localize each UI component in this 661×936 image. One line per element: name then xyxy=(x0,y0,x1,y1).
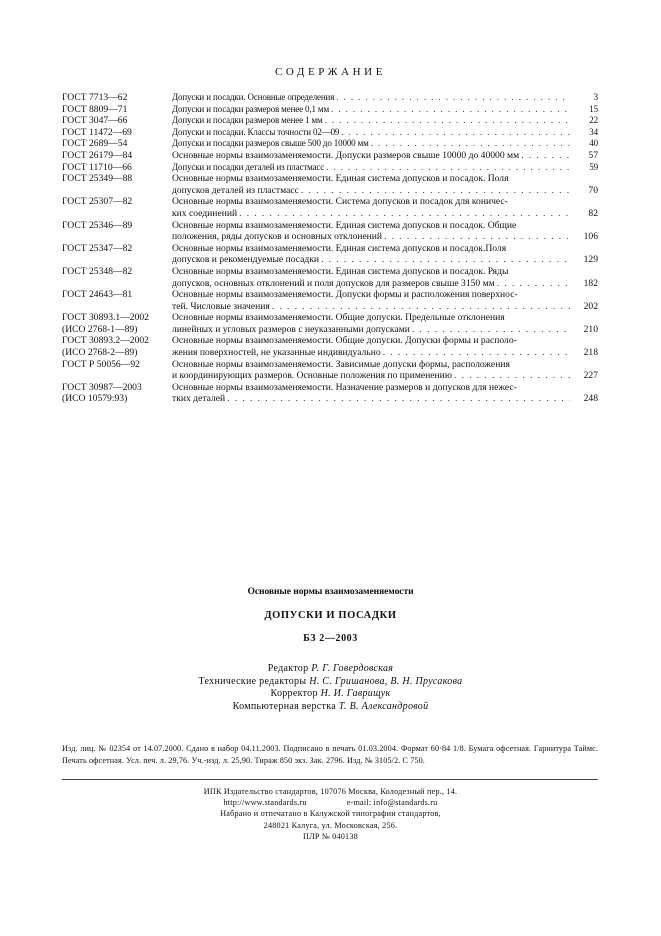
toc-entry-code xyxy=(62,382,172,405)
toc-title-line: Допуски и посадки. Классы точности 02—09 xyxy=(172,126,340,137)
dot-leader xyxy=(272,301,570,313)
dot-leader xyxy=(371,138,570,150)
toc-entry xyxy=(62,173,598,196)
toc-entry-title xyxy=(172,115,598,127)
document-title: ДОПУСКИ И ПОСАДКИ xyxy=(264,610,397,621)
toc-entry-title xyxy=(172,359,598,382)
credit-line xyxy=(0,701,661,714)
toc-page-number: 210 xyxy=(583,323,598,335)
iso-reference: (ИСО 2768-2—89) xyxy=(62,347,138,359)
toc-title-line: Основные нормы взаимозаменяемости. Назначение размеров и допусков для нежес- xyxy=(172,381,517,393)
toc-entry xyxy=(62,220,598,243)
standard-number: ГОСТ 26179—84 xyxy=(62,149,133,161)
credits-block xyxy=(0,663,661,713)
dot-leader xyxy=(325,115,570,127)
standard-number: ГОСТ 25347—82 xyxy=(62,242,133,254)
toc-entry-code xyxy=(62,312,172,335)
toc-entry-code xyxy=(62,115,172,127)
credit-names: Т. В. Александровой xyxy=(338,700,429,712)
toc-entry xyxy=(62,312,598,335)
toc-entry-title xyxy=(172,266,598,289)
standards-series: Основные нормы взаимозаменяемости xyxy=(247,586,414,597)
toc-title-line: допусков, основных отклонений и поля допусков для размеров свыше 3150 мм xyxy=(172,277,495,289)
toc-entry-title xyxy=(172,312,598,335)
toc-title-line: Основные нормы взаимозаменяемости. Единая система допусков и посадок. Ряды xyxy=(172,265,509,277)
iso-reference: (ИСО 10579:93) xyxy=(62,393,128,405)
standard-number: ГОСТ 24643—81 xyxy=(62,289,133,301)
toc-page-number: 129 xyxy=(583,254,598,266)
publisher-email: e-mail: info@standards.ru xyxy=(346,798,438,808)
publisher-block xyxy=(0,786,661,842)
credit-line xyxy=(0,676,661,689)
standard-number: ГОСТ 25348—82 xyxy=(62,265,133,277)
toc-title-line: жения поверхностей, не указанные индивидуально xyxy=(172,347,381,359)
dot-leader xyxy=(331,104,570,116)
toc-entry-code xyxy=(62,359,172,382)
toc-page-number: 57 xyxy=(588,149,598,161)
toc-title-line: Допуски и посадки размеров свыше 500 до 10000 мм xyxy=(172,138,369,149)
credit-names: Н. И. Гаврищук xyxy=(320,688,391,699)
toc-entry-title xyxy=(172,127,598,139)
toc-entry-title xyxy=(172,220,598,243)
toc-entry xyxy=(62,92,598,104)
toc-entry-title xyxy=(172,289,598,312)
toc-entry-title xyxy=(172,382,598,405)
credit-names: Н. С. Гришанова, В. Н. Прусакова xyxy=(309,675,463,687)
standard-number: ГОСТ 11710—66 xyxy=(62,161,132,173)
toc-entry-title xyxy=(172,162,598,174)
toc-page-number: 82 xyxy=(588,207,598,219)
toc-entry xyxy=(62,359,598,382)
toc-entry-code xyxy=(62,127,172,139)
toc-page-number: 3 xyxy=(593,92,598,102)
dot-leader xyxy=(239,208,570,220)
standard-number: ГОСТ 7713—62 xyxy=(62,92,128,103)
dot-leader xyxy=(301,185,570,197)
credit-line xyxy=(0,663,661,676)
toc-entry xyxy=(62,162,598,174)
dot-leader xyxy=(321,254,570,266)
toc-entry-code xyxy=(62,289,172,312)
toc-title-line: Основные нормы взаимозаменяемости. Единая система допусков и посадок. Поля xyxy=(172,173,509,185)
dot-leader xyxy=(227,393,570,405)
toc-page-number: 182 xyxy=(583,277,598,289)
toc-entry-code xyxy=(62,162,172,174)
toc-title-line: Допуски и посадки размеров менее 1 мм xyxy=(172,115,323,126)
table-of-contents xyxy=(62,92,598,405)
dot-leader xyxy=(454,370,570,382)
dot-leader xyxy=(497,278,570,290)
toc-page-number: 227 xyxy=(583,370,598,382)
toc-entry-code xyxy=(62,335,172,358)
toc-entry-code xyxy=(62,150,172,162)
credit-names: Р. Г. Говердовская xyxy=(311,663,394,674)
toc-entry xyxy=(62,115,598,127)
toc-title-line: Основные нормы взаимозаменяемости. Допуски размеров свыше 10000 до 40000 мм xyxy=(172,149,520,161)
toc-entry-code xyxy=(62,196,172,219)
standard-number: ГОСТ 30893.2—2002 xyxy=(62,335,149,347)
toc-title-line: и координирующих размеров. Основные положения по применению xyxy=(172,370,452,382)
toc-entry-title xyxy=(172,335,598,358)
toc-title-line: допусков деталей из пластмасс xyxy=(172,184,299,196)
credit-role: Технические редакторы xyxy=(198,675,307,687)
toc-entry-title xyxy=(172,104,598,116)
toc-entry xyxy=(62,243,598,266)
toc-entry xyxy=(62,196,598,219)
toc-entry-code xyxy=(62,92,172,104)
toc-page-number: 59 xyxy=(589,161,598,172)
credit-line xyxy=(0,688,661,701)
dot-leader xyxy=(384,231,570,243)
toc-page-number: 202 xyxy=(583,300,598,312)
toc-entry-code xyxy=(62,266,172,289)
standard-number: ГОСТ 25346—89 xyxy=(62,219,133,231)
credit-role: Компьютерная верстка xyxy=(232,700,336,712)
toc-title-line: Основные нормы взаимозаменяемости. Допуски формы и расположения поверхнос- xyxy=(172,289,518,301)
credit-role: Редактор xyxy=(267,663,309,674)
toc-page-number: 70 xyxy=(588,184,598,196)
toc-entry xyxy=(62,382,598,405)
standard-number: ГОСТ 25349—88 xyxy=(62,173,133,185)
contents-heading: СОДЕРЖАНИЕ xyxy=(274,66,387,78)
toc-title-line: ких соединений xyxy=(172,207,238,219)
toc-entry-title xyxy=(172,173,598,196)
toc-title-line: допусков и рекомендуемые посадки xyxy=(172,254,320,266)
publisher-website: http://www.standards.ru xyxy=(223,798,307,808)
toc-page-number: 22 xyxy=(589,115,598,126)
standard-number: ГОСТ 2689—54 xyxy=(62,138,128,150)
toc-title-line: Основные нормы взаимозаменяемости. Единая система допусков и посадок. Общие xyxy=(172,219,517,231)
standard-number: ГОСТ Р 50056—92 xyxy=(62,358,140,370)
toc-entry-code xyxy=(62,173,172,196)
toc-page-number: 218 xyxy=(583,347,598,359)
toc-entry xyxy=(62,289,598,312)
toc-entry xyxy=(62,150,598,162)
toc-title-line: Основные нормы взаимозаменяемости. Зависимые допуски формы, расположения xyxy=(172,358,510,370)
toc-entry-code xyxy=(62,243,172,266)
toc-title-line: тких деталей xyxy=(172,393,226,405)
toc-page-number: 34 xyxy=(589,126,598,137)
toc-title-line: Допуски и посадки размеров менее 0,1 мм xyxy=(172,103,330,114)
toc-entry xyxy=(62,104,598,116)
toc-entry-code xyxy=(62,104,172,116)
standard-number: ГОСТ 11472—69 xyxy=(62,126,132,138)
toc-title-line: Основные нормы взаимозаменяемости. Общие допуски. Предельные отклонения xyxy=(172,312,505,324)
toc-entry-code xyxy=(62,220,172,243)
toc-title-line: Основные нормы взаимозаменяемости. Общие допуски. Допуски формы и располо- xyxy=(172,335,517,347)
printer-address: 248021 Калуга, ул. Московская, 256. xyxy=(263,820,398,830)
standard-number: ГОСТ 3047—66 xyxy=(62,115,128,127)
imprint-text: Изд. лиц. № 02354 от 14.07.2000. Сдано в набор 04.11.2003. Подписано в печать 01.03.2004. Формат 60·84 1/8. Бумага офсетная. Гарнитура Таймс. Печать офсетная. Усл. печ. л. 29,76. Уч.-изд. л. 25,90. Тираж 850 экз. Зак. 2796. Изд. № 3105/2. С 750. xyxy=(62,744,598,765)
toc-title-line: Допуски и посадки. Основные определения xyxy=(172,92,335,102)
publisher-address: ИПК Издательство стандартов, 107076 Москва, Колодезный пер., 14. xyxy=(203,787,458,796)
document-code: БЗ 2—2003 xyxy=(303,633,358,644)
license-number: ПЛР № 040138 xyxy=(303,831,358,841)
toc-page-number: 40 xyxy=(589,138,598,149)
standard-number: ГОСТ 30987—2003 xyxy=(62,381,142,393)
standard-number: ГОСТ 25307—82 xyxy=(62,196,133,208)
toc-page-number: 15 xyxy=(589,103,598,114)
divider xyxy=(62,779,598,780)
dot-leader xyxy=(412,324,570,336)
dot-leader xyxy=(336,92,570,104)
toc-title-line: Основные нормы взаимозаменяемости. Система допусков и посадок для коничес- xyxy=(172,196,508,208)
toc-entry-code xyxy=(62,138,172,150)
iso-reference: (ИСО 2768-1—89) xyxy=(62,323,138,335)
toc-entry-title xyxy=(172,138,598,150)
toc-entry-title xyxy=(172,92,598,104)
toc-entry xyxy=(62,127,598,139)
dot-leader xyxy=(326,162,570,174)
toc-page-number: 106 xyxy=(583,231,598,243)
printer-name: Набрано и отпечатано в Калужской типографии стандартов, xyxy=(220,809,441,819)
toc-title-line: положения, ряды допусков и основных отклонений xyxy=(172,231,383,243)
dot-leader xyxy=(341,127,570,139)
toc-entry xyxy=(62,138,598,150)
toc-title-line: Основные нормы взаимозаменяемости. Единая система допусков и посадок.Поля xyxy=(172,242,507,254)
standard-number: ГОСТ 8809—71 xyxy=(62,103,128,115)
toc-page-number: 248 xyxy=(583,393,598,405)
standard-number: ГОСТ 30893.1—2002 xyxy=(62,312,149,324)
toc-entry-title xyxy=(172,243,598,266)
toc-entry xyxy=(62,266,598,289)
toc-entry-title xyxy=(172,196,598,219)
toc-title-line: тей. Числовые значения xyxy=(172,300,270,312)
toc-entry-title xyxy=(172,150,598,162)
toc-title-line: линейных и угловых размеров с неуказанными допусками xyxy=(172,323,410,335)
dot-leader xyxy=(383,347,570,359)
credit-role: Корректор xyxy=(270,688,318,699)
toc-entry xyxy=(62,335,598,358)
toc-title-line: Допуски и посадки деталей из пластмасс xyxy=(172,161,325,172)
dot-leader xyxy=(521,150,570,162)
